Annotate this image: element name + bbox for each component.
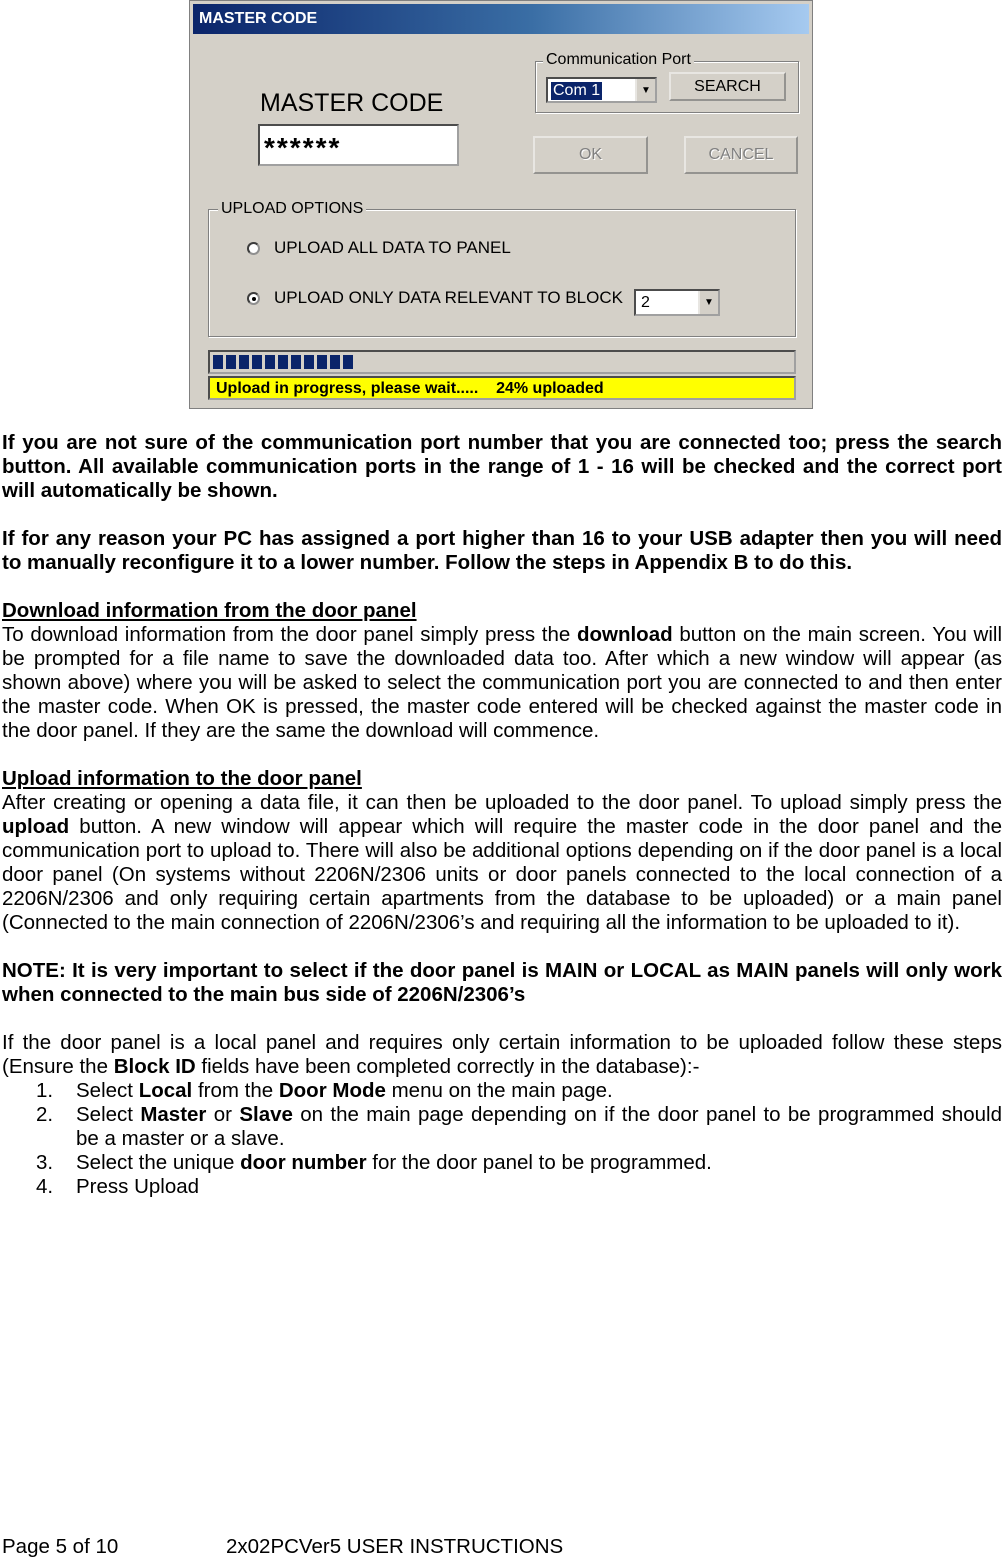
step-bold: Door Mode: [278, 1079, 386, 1102]
chevron-down-icon[interactable]: ▼: [698, 291, 718, 314]
comm-port-select[interactable]: [546, 77, 657, 103]
paragraph-search-port: If you are not sure of the communication port number that you are connected too; press the search button. All available communication ports in the range of 1 - 16 will be checked and the correct port will automatically be shown.: [2, 431, 1002, 502]
step-number: 2.: [36, 1103, 54, 1126]
step-bold: Local: [138, 1079, 193, 1102]
step-bold: Slave: [239, 1103, 293, 1126]
step-number: 4.: [36, 1175, 54, 1198]
paragraph-upload: [2, 791, 1002, 935]
download-bold-word: download: [576, 623, 673, 646]
chevron-down-icon[interactable]: ▼: [635, 79, 655, 101]
download-text-end: button on the main screen. You will be prompted for a file name to save the downloaded data too. After which a new window will appear (as shown above) where you will be asked to select the communication port you are connected to and then enter the master code. When OK is pressed, the master code entered will be checked against the master code in the door panel. If they are the same the download will commence.: [2, 623, 1002, 742]
upload-options-group: [208, 209, 796, 337]
upload-all-option[interactable]: [247, 238, 511, 258]
upload-heading: [2, 767, 1002, 791]
paragraph-local-panel: [2, 1031, 1002, 1079]
upload-block-radio[interactable]: [247, 292, 260, 305]
download-heading-text: Download information from the door panel: [2, 599, 417, 622]
communication-port-label: Communication Port: [543, 51, 694, 69]
step-text: Select the unique: [76, 1151, 235, 1174]
upload-bold-word: upload: [2, 815, 70, 838]
upload-status-text: Upload in progress, please wait..... 24% uploaded: [208, 376, 796, 400]
cancel-button[interactable]: CANCEL: [684, 136, 798, 174]
master-code-label: MASTER CODE: [260, 89, 444, 117]
list-item: [2, 1151, 1002, 1175]
ok-button[interactable]: OK: [533, 136, 648, 174]
step-number: 1.: [36, 1079, 54, 1102]
document-title: 2x02PCVer5 USER INSTRUCTIONS: [226, 1535, 564, 1558]
step-text: Select: [76, 1079, 133, 1102]
steps-list: [2, 1079, 1002, 1199]
step-text: menu on the main page.: [391, 1079, 613, 1102]
upload-progress-bar: [208, 350, 796, 374]
step-bold: Master: [140, 1103, 207, 1126]
download-text-start: To download information from the door panel simply press the: [2, 623, 571, 646]
step-text: on the main page depending on if the door panel to be programmed should be a master or a slave.: [76, 1103, 1002, 1150]
upload-all-radio[interactable]: [247, 242, 260, 255]
page-footer: [2, 1535, 564, 1559]
master-code-value: ******: [264, 132, 342, 163]
step-bold: door number: [240, 1151, 367, 1174]
dialog-titlebar: [193, 4, 809, 34]
block-select[interactable]: [634, 289, 720, 316]
note-paragraph: NOTE: It is very important to select if the door panel is MAIN or LOCAL as MAIN panels will only work when connected to the main bus side of 2206N/2306’s: [2, 959, 1002, 1006]
list-item: [2, 1175, 1002, 1199]
list-item: [2, 1103, 1002, 1151]
step-number: 3.: [36, 1151, 54, 1174]
search-button[interactable]: SEARCH: [669, 72, 786, 101]
paragraph-download: [2, 623, 1002, 743]
local-bold-word: Block ID: [113, 1055, 196, 1078]
step-text: from the: [197, 1079, 274, 1102]
local-text-end: fields have been completed correctly in the database):-: [201, 1055, 700, 1078]
step-text: or: [213, 1103, 232, 1126]
document-body: [2, 431, 1002, 1199]
master-code-dialog: [189, 0, 813, 409]
upload-progress-fill: [213, 355, 353, 369]
upload-heading-text: Upload information to the door panel: [2, 767, 362, 790]
upload-text-start: After creating or opening a data file, it can then be uploaded to the door panel. To upload simply press the: [2, 791, 1002, 814]
step-text: Select: [76, 1103, 133, 1126]
upload-block-label: UPLOAD ONLY DATA RELEVANT TO BLOCK: [274, 288, 623, 307]
upload-text-end: button. A new window will appear which will require the master code in the door panel and the communication port to upload to. There will also be additional options depending on if the door panel is a local door panel (On systems without 2206N/2306 units or door panels connected to the local connection of a 2206N/2306 and only requiring certain apartments from the database to be uploaded) or a main panel (Connected to the main connection of 2206N/2306’s and requiring all the information to be uploaded to it).: [2, 815, 1002, 934]
step-text: Press Upload: [76, 1175, 200, 1198]
dialog-title: MASTER CODE: [199, 10, 318, 27]
upload-all-label: UPLOAD ALL DATA TO PANEL: [274, 238, 511, 257]
list-item: [2, 1079, 1002, 1103]
paragraph-usb-port: If for any reason your PC has assigned a port higher than 16 to your USB adapter then you will need to manually reconfigure it to a lower number. Follow the steps in Appendix B to do this.: [2, 527, 1002, 574]
upload-block-option[interactable]: [247, 288, 623, 308]
page-number: Page 5 of 10: [2, 1535, 119, 1558]
master-code-input[interactable]: [258, 124, 459, 166]
comm-port-value: Com 1: [553, 82, 601, 99]
upload-options-label: UPLOAD OPTIONS: [218, 200, 366, 218]
local-text-start: If the door panel is a local panel and requires only certain information to be uploaded follow these steps (Ensure the: [2, 1031, 1002, 1078]
download-heading: [2, 599, 1002, 623]
step-text: for the door panel to be programmed.: [372, 1151, 712, 1174]
block-value: 2: [641, 294, 650, 311]
